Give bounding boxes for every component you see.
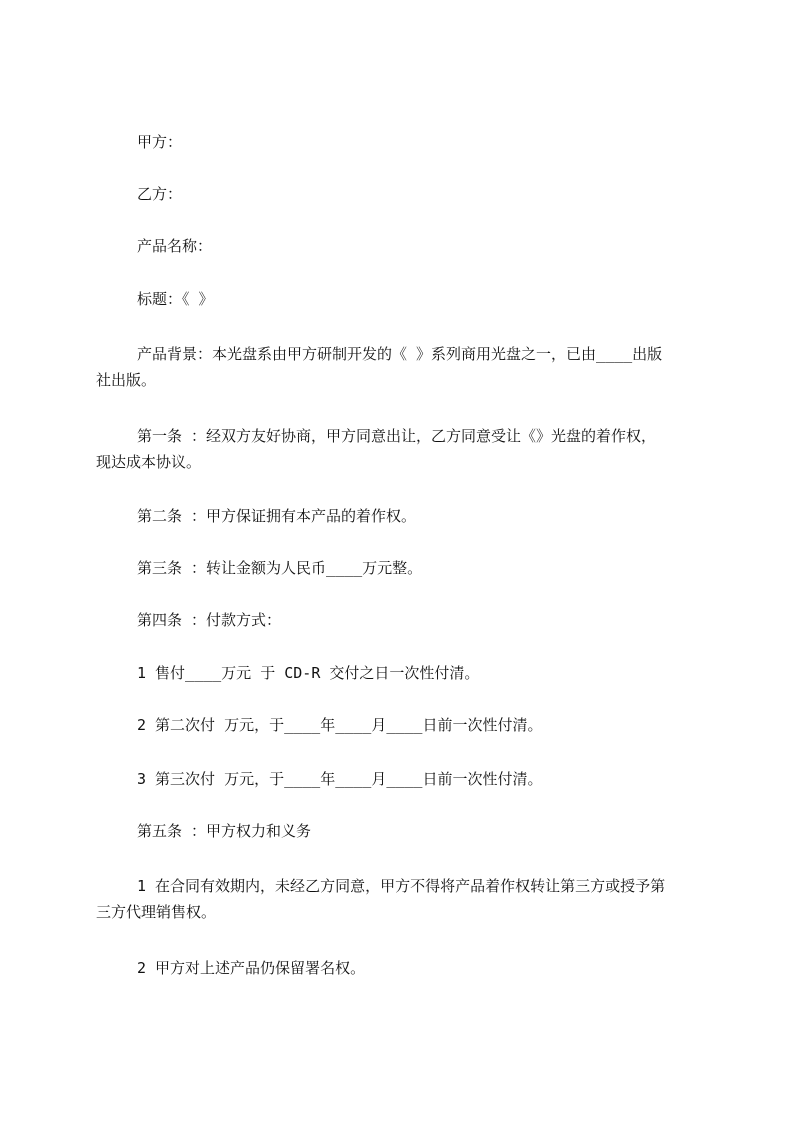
article-5: 第五条 ：甲方权力和义务: [137, 822, 312, 840]
payment-item-3: 3 第三次付 万元，于____年____月____日前一次性付清。: [137, 770, 543, 788]
product-background-line-2: 社出版。: [96, 371, 157, 389]
article-4: 第四条 ：付款方式：: [137, 611, 282, 629]
article-1-line-2: 现达成本协议。: [96, 453, 202, 471]
party-a-right-1-line-2: 三方代理销售权。: [96, 903, 217, 921]
party-a-right-2: 2 甲方对上述产品仍保留署名权。: [137, 959, 366, 977]
payment-item-2: 2 第二次付 万元，于____年____月____日前一次性付清。: [137, 716, 543, 734]
article-1-line-1: 第一条 ：经双方友好协商，甲方同意出让，乙方同意受让《》光盘的着作权，: [137, 427, 657, 445]
product-background-line-1: 产品背景：本光盘系由甲方研制开发的《 》系列商用光盘之一，已由____出版: [137, 345, 663, 363]
party-b-label: 乙方：: [137, 185, 183, 203]
article-1-paragraph: [96, 423, 707, 475]
title-label: 标题：《 》: [137, 290, 214, 308]
party-a-right-1-paragraph: [96, 873, 707, 925]
article-2: 第二条 ：甲方保证拥有本产品的着作权。: [137, 507, 417, 525]
product-name-label: 产品名称：: [137, 237, 213, 255]
payment-item-1: 1 售付____万元 于 CD-R 交付之日一次性付清。: [137, 664, 480, 682]
product-background-paragraph: [96, 341, 707, 393]
article-3: 第三条 ：转让金额为人民币____万元整。: [137, 559, 423, 577]
party-a-label: 甲方：: [137, 133, 183, 151]
party-a-right-1-line-1: 1 在合同有效期内，未经乙方同意，甲方不得将产品着作权转让第三方或授予第: [137, 877, 666, 895]
